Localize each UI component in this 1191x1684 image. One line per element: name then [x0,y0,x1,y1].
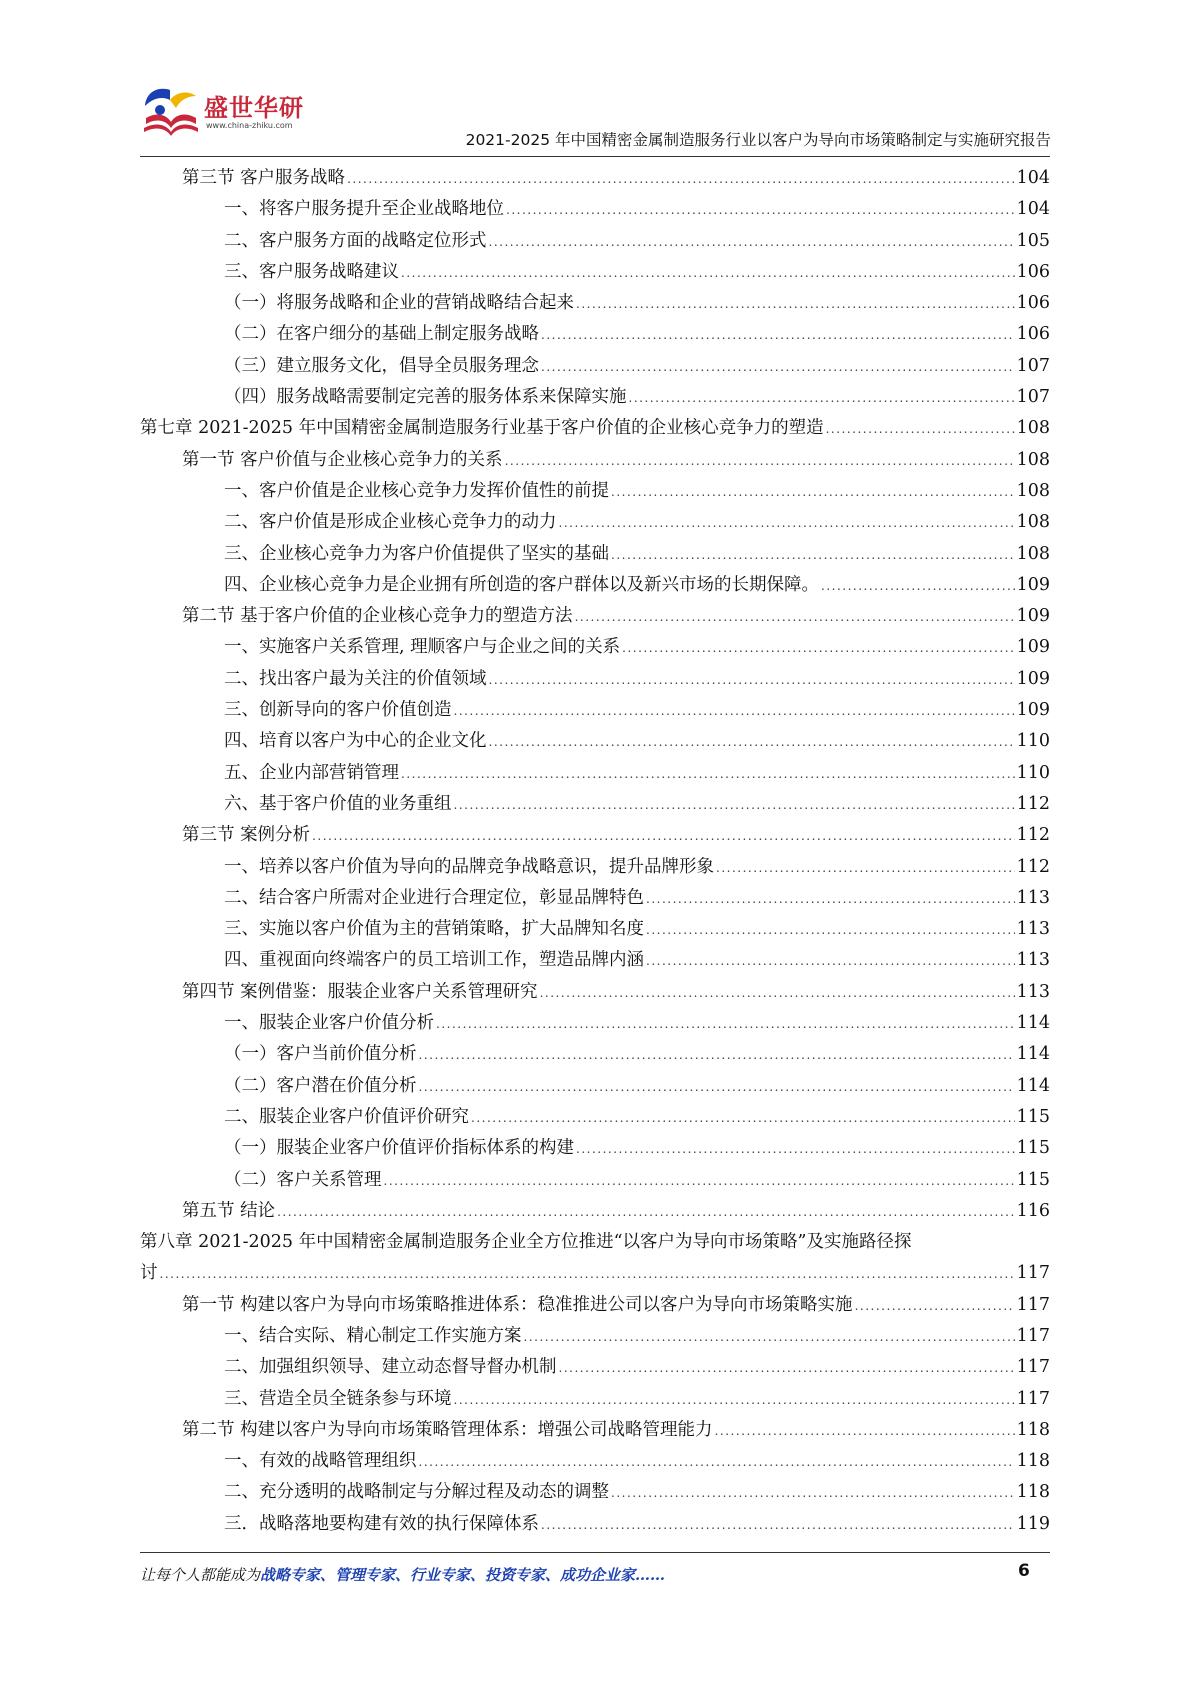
toc-entry-title: 四、重视面向终端客户的员工培训工作，塑造品牌内涵 [224,950,644,971]
toc-entry-item[interactable] [140,945,1050,976]
toc-leader-dots [559,1353,1015,1384]
toc-entry-page: 109 [1016,574,1050,595]
toc-leader-dots [505,446,1015,477]
toc-entry-title: （一）服装企业客户价值评价指标体系的构建 [224,1138,574,1159]
toc-leader-dots [384,1166,1015,1197]
toc-leader-dots [489,227,1015,258]
toc-entry-sub[interactable] [140,319,1050,350]
toc-entry-page: 106 [1016,293,1050,314]
toc-entry-page: 105 [1016,230,1050,251]
toc-list [140,1290,1050,1540]
toc-entry-page: 117 [1016,1388,1050,1409]
toc-entry-title: （二）在客户细分的基础上制定服务战略 [224,324,539,345]
toc-entry-item[interactable] [140,1384,1050,1415]
toc-entry-title: （一）将服务战略和企业的营销战略结合起来 [224,293,574,314]
toc-entry-title: （二）客户关系管理 [224,1169,382,1190]
toc-entry-item[interactable] [140,1477,1050,1508]
slogan-prefix: 让每个人都能成为 [140,1566,261,1584]
toc-entry-page: 116 [1016,1200,1050,1221]
toc-entry-page: 108 [1016,418,1050,439]
toc-entry-page: 110 [1016,731,1050,752]
toc-entry-page: 113 [1016,981,1050,1002]
toc-leader-dots [489,665,1015,696]
toc-entry-title: 第七章 2021-2025 年中国精密金属制造服务行业基于客户价值的企业核心竞争力的塑造 [140,418,824,439]
logo-book-icon [140,84,202,140]
toc-entry-chapter-8[interactable] [140,1227,1050,1290]
toc-entry-title: 三、实施以客户价值为主的营销策略，扩大品牌知名度 [224,919,644,940]
toc-entry-title: 三、企业核心竞争力为客户价值提供了坚实的基础 [224,543,609,564]
toc-entry-page: 104 [1016,199,1050,220]
toc-leader-dots [419,1447,1015,1478]
toc-leader-dots [419,1040,1015,1071]
toc-leader-dots [646,915,1015,946]
toc-entry-item[interactable] [140,570,1050,601]
toc-entry-title: 二、加强组织领导、建立动态督导督办机制 [224,1357,557,1378]
toc-entry-title: （一）客户当前价值分析 [224,1044,417,1065]
toc-entry-page: 115 [1016,1138,1050,1159]
toc-leader-dots [646,884,1015,915]
table-of-contents [140,163,1050,1540]
toc-entry-item[interactable] [140,852,1050,883]
toc-leader-dots [506,195,1015,226]
toc-leader-dots [611,1478,1015,1509]
toc-leader-dots [826,414,1015,445]
toc-entry-title: 讨 [140,1263,158,1284]
toc-entry-item[interactable] [140,476,1050,507]
toc-entry-title: 第五节 结论 [182,1200,276,1221]
page-header [0,0,1191,150]
toc-leader-dots [540,978,1015,1009]
toc-entry-title: 一、培养以客户价值为导向的品牌竞争战略意识，提升品牌形象 [224,856,714,877]
toc-entry-title: 四、企业核心竞争力是企业拥有所创造的客户群体以及新兴市场的长期保障。 [224,574,819,595]
toc-entry-item[interactable] [140,257,1050,288]
toc-entry-sub[interactable] [140,288,1050,319]
toc-entry-page: 117 [1016,1357,1050,1378]
toc-entry-item[interactable] [140,1102,1050,1133]
toc-entry-section[interactable] [140,163,1050,194]
toc-entry-title: 三．战略落地要构建有效的执行保障体系 [224,1513,539,1534]
toc-entry-title: 二、找出客户最为关注的价值领域 [224,668,487,689]
toc-entry-page: 115 [1016,1169,1050,1190]
toc-entry-chapter[interactable] [140,413,1050,444]
toc-entry-title: 五、企业内部营销管理 [224,762,399,783]
toc-entry-page: 117 [1016,1294,1050,1315]
toc-entry-title: （四）服务战略需要制定完善的服务体系来保障实施 [224,387,627,408]
toc-entry-title: 第一节 构建以客户为导向市场策略推进体系：稳准推进公司以客户为导向市场策略实施 [182,1294,853,1315]
page-number: 6 [1018,1561,1030,1581]
toc-entry-section[interactable] [140,445,1050,476]
toc-entry-title: 第二节 构建以客户为导向市场策略管理体系：增强公司战略管理能力 [182,1419,713,1440]
toc-entry-title: 四、培育以客户为中心的企业文化 [224,731,487,752]
toc-entry-title: 二、服装企业客户价值评价研究 [224,1106,469,1127]
footer-slogan [140,1564,665,1585]
toc-entry-title: 三、营造全员全链条参与环境 [224,1388,452,1409]
toc-entry-title: 第二节 基于客户价值的企业核心竞争力的塑造方法 [182,606,573,627]
toc-entry-section[interactable] [140,977,1050,1008]
toc-entry-item[interactable] [140,789,1050,820]
toc-leader-dots [611,477,1015,508]
toc-entry-page: 114 [1016,1044,1050,1065]
toc-leader-dots [715,1416,1015,1447]
toc-entry-page: 107 [1016,355,1050,376]
toc-entry-item[interactable] [140,1509,1050,1540]
toc-entry-sub[interactable] [140,1165,1050,1196]
report-title: 2021-2025 年中国精密金属制造服务行业以客户为导向市场策略制定与实施研究报告 [465,131,1051,149]
toc-entry-title: 二、结合客户所需对企业进行合理定位，彰显品牌特色 [224,887,644,908]
toc-entry-title: （三）建立服务文化，倡导全员服务理念 [224,355,539,376]
toc-entry-item[interactable] [140,1008,1050,1039]
toc-entry-title: 二、客户服务方面的战略定位形式 [224,230,487,251]
toc-entry-item[interactable] [140,695,1050,726]
toc-entry-title: 第八章 2021-2025 年中国精密金属制造服务企业全方位推进“以客户为导向市场策略”及实施路径探 [140,1232,912,1253]
toc-entry-item[interactable] [140,226,1050,257]
toc-entry-item[interactable] [140,1446,1050,1477]
toc-leader-dots [559,508,1015,539]
toc-leader-dots [541,352,1015,383]
toc-leader-dots [575,602,1015,633]
toc-leader-dots [277,1197,1015,1228]
toc-entry-title: 一、服装企业客户价值分析 [224,1013,434,1034]
toc-entry-page: 117 [1016,1325,1050,1346]
toc-entry-page: 113 [1016,919,1050,940]
toc-entry-page: 109 [1016,668,1050,689]
toc-leader-dots [312,821,1015,852]
toc-entry-item[interactable] [140,194,1050,225]
toc-leader-dots [541,320,1015,351]
toc-leader-dots [419,1072,1015,1103]
toc-entry-page: 113 [1016,950,1050,971]
toc-entry-title: 一、实施客户关系管理, 理顺客户与企业之间的关系 [224,637,621,658]
toc-entry-page: 112 [1016,856,1050,877]
toc-entry-page: 108 [1016,512,1050,533]
toc-entry-title: 三、创新导向的客户价值创造 [224,700,452,721]
toc-entry-page: 117 [1016,1263,1050,1284]
toc-leader-dots [855,1291,1015,1322]
toc-leader-dots [347,164,1015,195]
toc-entry-title: 二、充分透明的战略制定与分解过程及动态的调整 [224,1482,609,1503]
toc-entry-title: 一、客户价值是企业核心竞争力发挥价值性的前提 [224,480,609,501]
toc-leader-dots [716,853,1015,884]
toc-entry-page: 110 [1016,762,1050,783]
toc-leader-dots [436,1009,1015,1040]
toc-entry-sub[interactable] [140,1133,1050,1164]
toc-entry-sub[interactable] [140,1071,1050,1102]
toc-leader-dots [454,1385,1015,1416]
toc-entry-page: 104 [1016,168,1050,188]
header-divider [140,156,1050,157]
toc-leader-dots [611,540,1015,571]
toc-entry-page: 114 [1016,1075,1050,1096]
toc-entry-page: 112 [1016,825,1050,846]
toc-entry-page: 108 [1016,543,1050,564]
toc-entry-item[interactable] [140,726,1050,757]
toc-leader-dots [489,727,1015,758]
toc-leader-dots [576,289,1015,320]
toc-entry-section[interactable] [140,1290,1050,1321]
toc-entry-sub[interactable] [140,1039,1050,1070]
toc-leader-dots [454,696,1015,727]
toc-entry-item[interactable] [140,539,1050,570]
toc-entry-item[interactable] [140,507,1050,538]
toc-entry-section[interactable] [140,820,1050,851]
toc-leader-dots [821,571,1015,602]
toc-entry-title: （二）客户潜在价值分析 [224,1075,417,1096]
toc-entry-page: 109 [1016,700,1050,721]
toc-entry-page: 106 [1016,261,1050,282]
toc-list [140,163,1050,1227]
toc-entry-section[interactable] [140,1415,1050,1446]
toc-entry-item[interactable] [140,1352,1050,1383]
toc-entry-item[interactable] [140,632,1050,663]
logo-name: 盛世华研 [204,94,304,122]
toc-entry-page: 108 [1016,480,1050,501]
toc-entry-title: 第四节 案例借鉴：服装企业客户关系管理研究 [182,981,538,1002]
toc-entry-page: 109 [1016,637,1050,658]
toc-entry-section[interactable] [140,1196,1050,1227]
toc-leader-dots [471,1103,1015,1134]
toc-entry-page: 114 [1016,1013,1050,1034]
toc-entry-page: 112 [1016,793,1050,814]
toc-entry-item[interactable] [140,883,1050,914]
toc-entry-page: 118 [1016,1451,1050,1472]
toc-entry-page: 109 [1016,606,1050,627]
toc-entry-title: 第三节 客户服务战略 [182,168,346,188]
toc-entry-page: 118 [1016,1419,1050,1440]
toc-entry-title: 一、结合实际、精心制定工作实施方案 [224,1325,522,1346]
toc-entry-title: 第三节 案例分析 [182,825,311,846]
toc-leader-dots [646,946,1015,977]
toc-entry-page: 113 [1016,887,1050,908]
toc-leader-dots [524,1322,1015,1353]
toc-entry-page: 106 [1016,324,1050,345]
toc-entry-title: 一、将客户服务提升至企业战略地位 [224,199,504,220]
logo [140,84,310,144]
footer-divider [140,1552,1050,1553]
toc-entry-title: 一、有效的战略管理组织 [224,1451,417,1472]
toc-entry-page: 107 [1016,387,1050,408]
toc-entry-sub[interactable] [140,382,1050,413]
toc-entry-page: 108 [1016,449,1050,470]
toc-leader-dots [629,383,1015,414]
toc-leader-dots [622,633,1014,664]
toc-entry-title: 三、客户服务战略建议 [224,261,399,282]
toc-entry-section[interactable] [140,601,1050,632]
toc-entry-item[interactable] [140,664,1050,695]
toc-entry-item[interactable] [140,1321,1050,1352]
toc-entry-item[interactable] [140,758,1050,789]
toc-entry-page: 115 [1016,1106,1050,1127]
toc-leader-dots [576,1134,1015,1165]
slogan-highlight: 战略专家、管理专家、行业专家、投资专家、成功企业家…… [260,1566,666,1584]
toc-entry-page: 118 [1016,1482,1050,1503]
toc-leader-dots [160,1259,1015,1290]
toc-leader-dots [401,759,1015,790]
toc-entry-title: 二、客户价值是形成企业核心竞争力的动力 [224,512,557,533]
toc-entry-page: 119 [1016,1513,1050,1534]
logo-url: www.china-zhiku.com [206,121,293,130]
toc-entry-sub[interactable] [140,351,1050,382]
toc-leader-dots [401,258,1015,289]
toc-entry-title: 第一节 客户价值与企业核心竞争力的关系 [182,449,503,470]
toc-leader-dots [454,790,1015,821]
toc-entry-title: 六、基于客户价值的业务重组 [224,793,452,814]
toc-entry-item[interactable] [140,914,1050,945]
toc-leader-dots [541,1510,1015,1541]
